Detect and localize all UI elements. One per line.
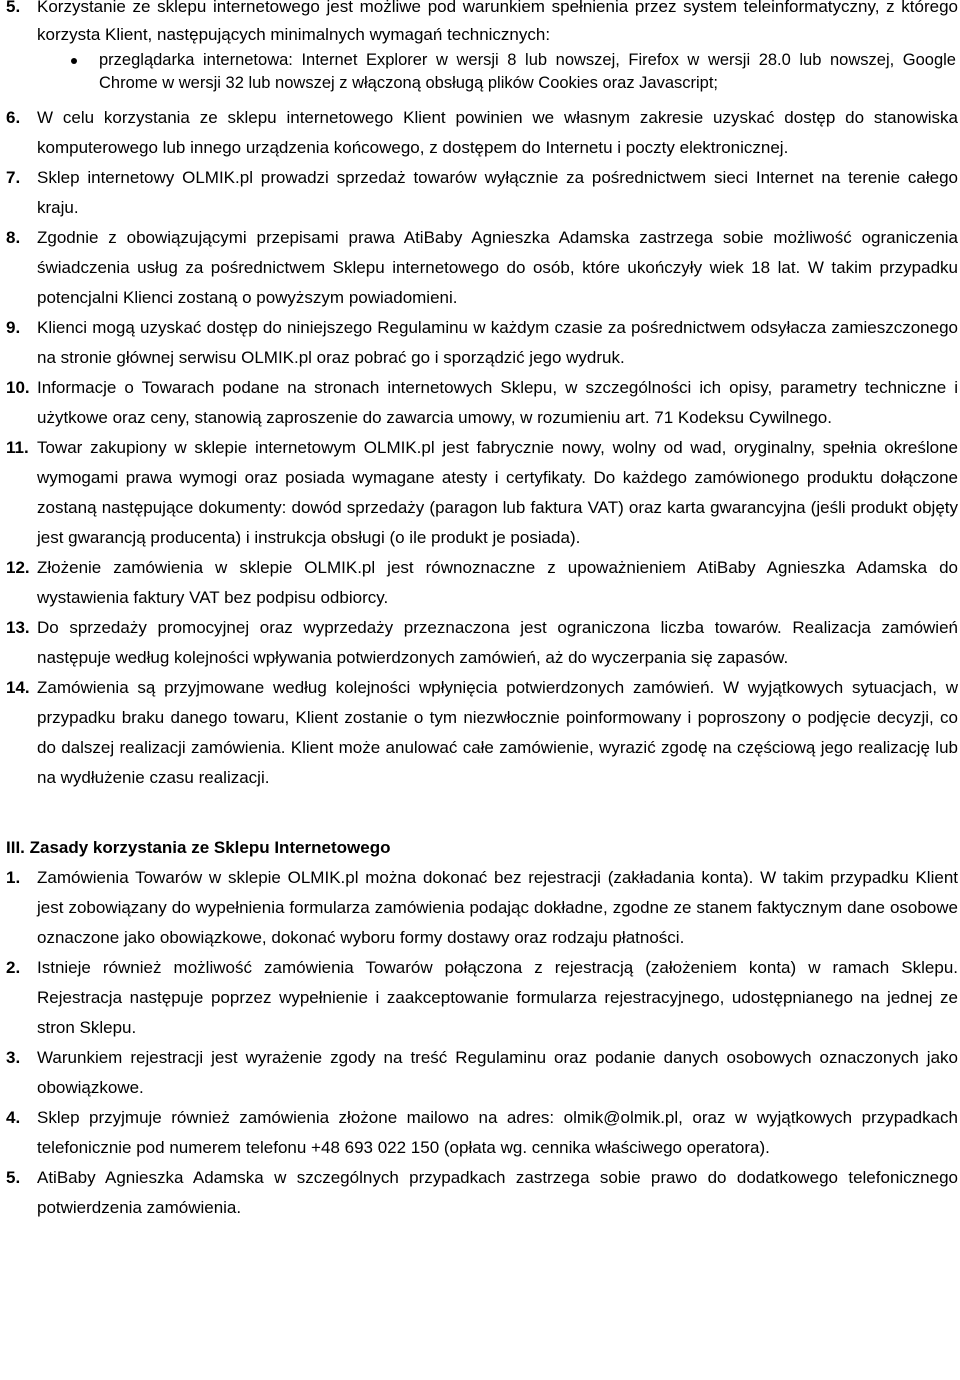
item-text: Klienci mogą uzyskać dostęp do niniejszego Regulaminu w każdym czasie za pośrednictwem odsyłacza zamieszczonego na stronie głównej serwisu OLMIK.pl oraz pobrać go i sporządzić jego wydruk. [37, 318, 958, 367]
list-item-1 [0, 863, 960, 953]
requirement-item [37, 49, 958, 95]
section-heading: III. Zasady korzystania ze Sklepu Internetowego [6, 838, 391, 857]
item-number: 13. [6, 618, 30, 637]
item-number: 1. [6, 868, 21, 887]
list-item-3 [0, 1043, 960, 1103]
requirement-text: przeglądarka internetowa: Internet Explorer w wersji 8 lub nowszej, Firefox w wersji 28.0 lub nowszej, Google Chrome w wersji 32 lub nowszej z włączoną obsługą plików Cookies oraz Javascript; [99, 51, 956, 92]
item-text: Zamówienia są przyjmowane według kolejności wpłynięcia potwierdzonych zamówień. W wyjątkowych sytuacjach, w przypadku braku danego towaru, Klient zostanie o tym niezwłocznie poinformowany i poproszony o podjęcie decyzji, co do dalszej realizacji zamówienia. Klient może anulować całe zamówienie, wyrazić zgodę na częściową jego realizację lub na wydłużenie czasu realizacji. [37, 678, 958, 787]
item-text: Zamówienia Towarów w sklepie OLMIK.pl można dokonać bez rejestracji (zakładania konta). W takim przypadku Klient jest zobowiązany do wypełnienia formularza zamówienia podając dokładne, zgodne ze stanem faktycznym dane osobowe oznaczone jako obowiązkowe, dokonać wyboru formy dostawy oraz rodzaju płatności. [37, 868, 958, 947]
item-text: AtiBaby Agnieszka Adamska w szczególnych przypadkach zastrzega sobie prawo do dodatkowego telefonicznego potwierdzenia zamówienia. [37, 1168, 958, 1217]
list-item-10 [0, 373, 960, 433]
item-number: 8. [6, 228, 21, 247]
list-item-14 [0, 673, 960, 793]
list-item-5b [0, 1163, 960, 1223]
bullet-icon [71, 58, 77, 64]
item-number: 2. [6, 958, 21, 977]
item-text: W celu korzystania ze sklepu internetowego Klient powinien we własnym zakresie uzyskać dostęp do stanowiska komputerowego lub innego urządzenia końcowego, z dostępem do Internetu i poczty elektronicznej. [37, 108, 958, 157]
list-item-12 [0, 553, 960, 613]
list-item-6 [0, 103, 960, 163]
item-number: 10. [6, 378, 30, 397]
numbered-list-bottom [0, 863, 960, 1223]
item-text: Warunkiem rejestracji jest wyrażenie zgody na treść Regulaminu oraz podanie danych osobowych oznaczonych jako obowiązkowe. [37, 1048, 958, 1097]
item-text: Zgodnie z obowiązującymi przepisami prawa AtiBaby Agnieszka Adamska zastrzega sobie możliwość ograniczenia świadczenia usług za pośrednictwem Sklepu internetowego do osób, które ukończyły wiek 18 lat. W takim przypadku potencjalni Klienci zostaną o powyższym powiadomieni. [37, 228, 958, 307]
item-text: Korzystanie ze sklepu internetowego jest możliwe pod warunkiem spełnienia przez system teleinformatyczny, z którego korzysta Klient, następujących minimalnych wymagań technicznych: [37, 0, 958, 44]
item-text: Informacje o Towarach podane na stronach internetowych Sklepu, w szczególności ich opisy, parametry techniczne i użytkowe oraz ceny, stanowią zaproszenie do zawarcia umowy, w rozumieniu art. 71 Kodeksu Cywilnego. [37, 378, 958, 427]
item-text: Istnieje również możliwość zamówienia Towarów połączona z rejestracją (założeniem konta) w ramach Sklepu. Rejestracja następuje poprzez wypełnienie i zaakceptowanie formularza rejestracyjnego, udostępnianego na jednej ze stron Sklepu. [37, 958, 958, 1037]
item-number: 3. [6, 1048, 21, 1067]
item-text: Sklep internetowy OLMIK.pl prowadzi sprzedaż towarów wyłącznie za pośrednictwem sieci Internet na terenie całego kraju. [37, 168, 958, 217]
list-item-11 [0, 433, 960, 553]
item-number: 5. [6, 1168, 21, 1187]
item-text: Sklep przyjmuje również zamówienia złożone mailowo na adres: olmik@olmik.pl, oraz w wyjątkowych przypadkach telefonicznie pod numerem telefonu +48 693 022 150 (opłata wg. cennika właściwego operatora). [37, 1108, 958, 1157]
requirements-list [37, 49, 958, 95]
list-item-13 [0, 613, 960, 673]
list-item-2 [0, 953, 960, 1043]
item-text: Złożenie zamówienia w sklepie OLMIK.pl jest równoznaczne z upoważnieniem AtiBaby Agnieszka Adamska do wystawienia faktury VAT bez podpisu odbiorcy. [37, 558, 958, 607]
item-number: 11. [6, 438, 29, 457]
item-number: 5. [6, 0, 21, 16]
list-item-8 [0, 223, 960, 313]
item-number: 6. [6, 108, 21, 127]
item-number: 7. [6, 168, 21, 187]
item-number: 9. [6, 318, 21, 337]
list-item-9 [0, 313, 960, 373]
list-item-7 [0, 163, 960, 223]
item-text: Do sprzedaży promocyjnej oraz wyprzedaży przeznaczona jest ograniczona liczba towarów. Realizacja zamówień następuje według kolejności wpływania potwierdzonych zamówień, aż do wyczerpania się zapasów. [37, 618, 958, 667]
list-item-4 [0, 1103, 960, 1163]
item-number: 4. [6, 1108, 21, 1127]
item-number: 14. [6, 678, 30, 697]
item-number: 12. [6, 558, 30, 577]
item-text: Towar zakupiony w sklepie internetowym OLMIK.pl jest fabrycznie nowy, wolny od wad, oryginalny, spełnia określone wymogami prawa wymogi oraz posiada wymagane atesty i certyfikaty. Do każdego zamówionego produktu dołączone zostaną następujące dokumenty: dowód sprzedaży (paragon lub faktura VAT) oraz karta gwarancyjna (jeśli produkt objęty jest gwarancją producenta) i instrukcja obsługi (o ile produkt je posiada). [37, 438, 958, 547]
list-item-5 [0, 0, 960, 95]
